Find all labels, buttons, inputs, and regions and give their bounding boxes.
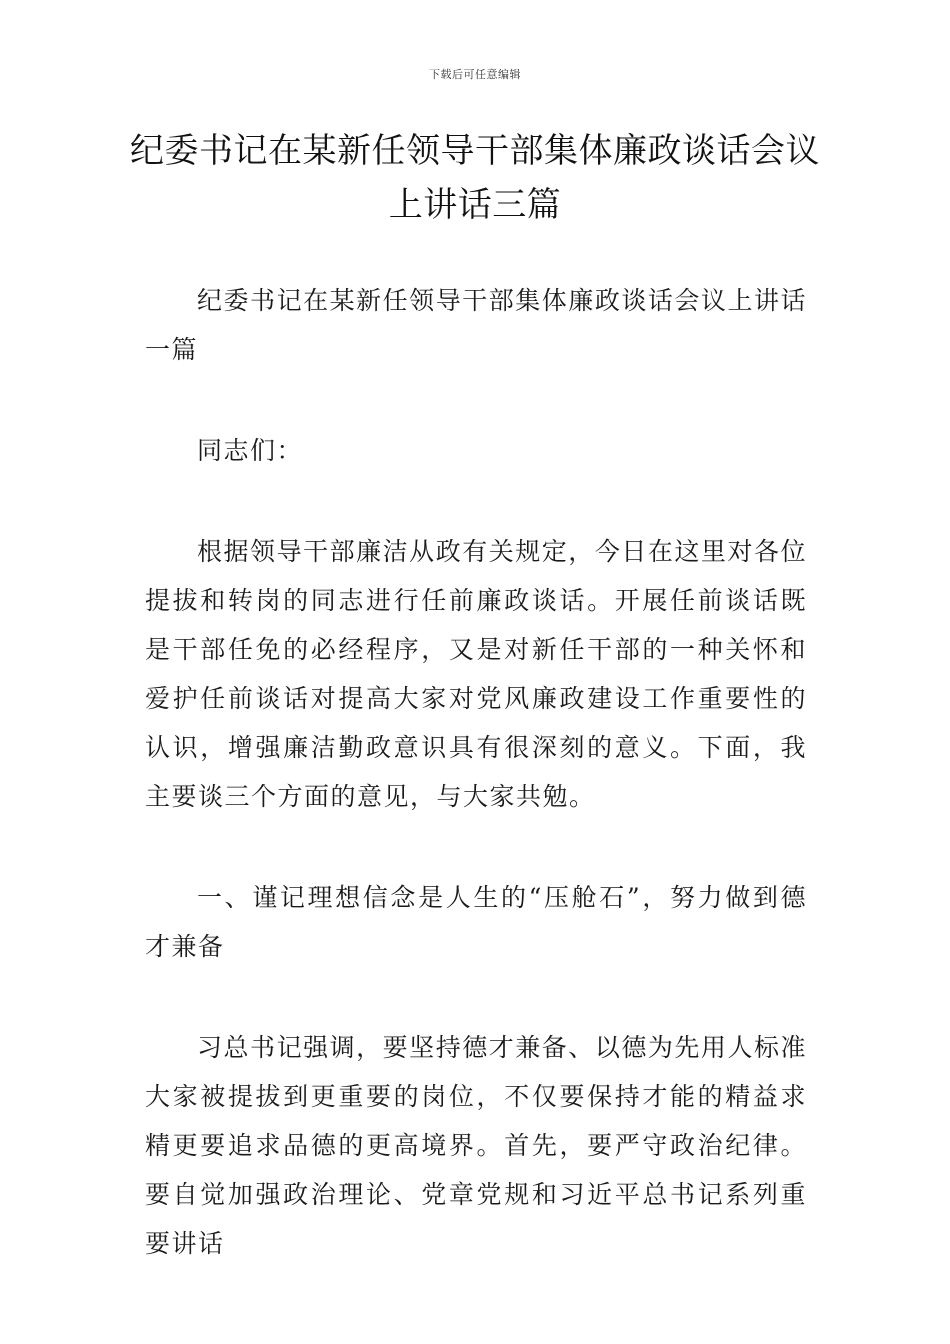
header-note: 下载后可任意编辑 [429, 68, 521, 81]
document-body [145, 276, 807, 1268]
paragraph-section-heading: 一、谨记理想信念是人生的“压舱石”，努力做到德才兼备 [145, 883, 807, 961]
paragraph-section-body: 习总书记强调，要坚持德才兼备、以德为先用人标准大家被提拔到更重要的岗位，不仅要保持才能的精益求精更要追求品德的更高境界。首先，要严守政治纪律。要自觉加强政治理论、党章党规和习近平总书记系列重要讲话 [145, 1033, 807, 1258]
paragraph-subtitle: 纪委书记在某新任领导干部集体廉政谈话会议上讲话一篇 [145, 286, 807, 364]
document-title: 纪委书记在某新任领导干部集体廉政谈话会议上讲话三篇 [130, 131, 820, 225]
paragraph-intro: 根据领导干部廉洁从政有关规定，今日在这里对各位提拔和转岗的同志进行任前廉政谈话。开展任前谈话既是干部任免的必经程序，又是对新任干部的一种关怀和爱护任前谈话对提高大家对党风廉政建设工作重要性的认识，增强廉洁勤政意识具有很深刻的意义。下面，我主要谈三个方面的意见，与大家共勉。 [145, 537, 807, 811]
paragraph-salutation: 同志们： [197, 436, 304, 465]
